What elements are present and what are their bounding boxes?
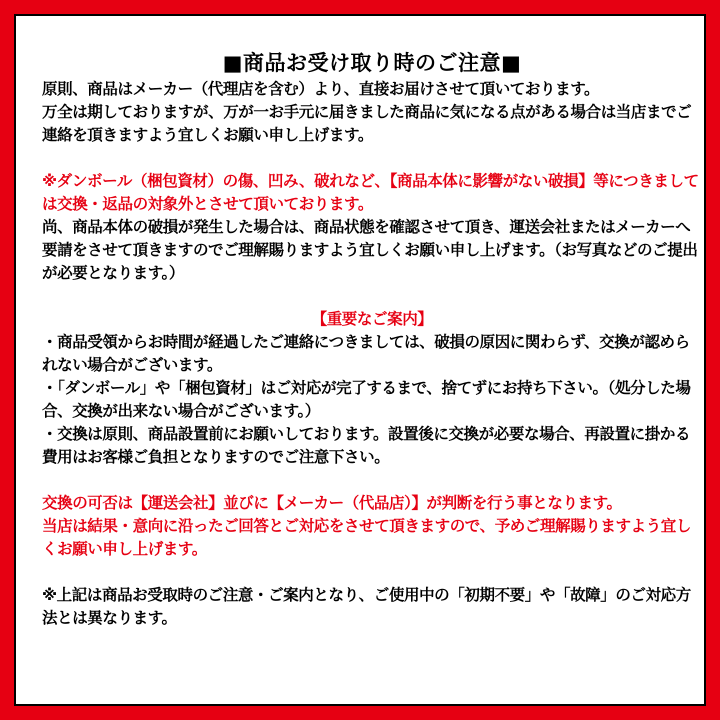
footnote: ※上記は商品お受取時のご注意・ご案内となり、ご使用中の「初期不要」や「故障」のご対応方法とは異なります。 xyxy=(42,586,691,627)
spacer xyxy=(42,285,702,308)
spacer xyxy=(42,561,702,584)
important-bullet-2: ・「ダンボール」や「梱包資材」はご対応が完了するまで、捨てずにお持ち下さい。（処分した場合、交換が出来ない場合がございます。） xyxy=(42,379,691,420)
important-bullet-1: ・商品受領からお時間が経過したご連絡につきましては、破損の原因に関わらず、交換が認められない場合がございます。 xyxy=(42,333,690,374)
store-response-notice: 当店は結果・意向に沿ったご回答とご対応をさせて頂きますので、予めご理解賜りますよう宜しくお願い申し上げます。 xyxy=(42,517,691,558)
page-title: ■商品お受け取り時のご注意■ xyxy=(222,51,522,75)
damage-procedure-paragraph: 尚、商品本体の破損が発生した場合は、商品状態を確認させて頂き、運送会社またはメーカーへ要請をさせて頂きますのでご理解賜りますよう宜しくお願い申し上げます。（お写真などのご提出が必要となります。） xyxy=(42,218,698,282)
notice-content xyxy=(42,48,702,630)
exchange-judgement-notice: 交換の可否は【運送会社】並びに【メーカー（代品店）】が判断を行う事となります。 xyxy=(42,494,622,512)
spacer xyxy=(42,469,702,492)
important-bullet-3: ・交換は原則、商品設置前にお願いしております。設置後に交換が必要な場合、再設置に掛かる費用はお客様ご負担となりますのでご注意下さい。 xyxy=(42,425,691,466)
damage-exclusion-notice: ※ダンボール（梱包資材）の傷、凹み、破れなど、【商品本体に影響がない破損】等につきましては交換・返品の対象外とさせて頂いております。 xyxy=(42,172,699,213)
spacer xyxy=(42,147,702,170)
important-heading: 【重要なご案内】 xyxy=(311,310,433,328)
intro-paragraph-2: 万全は期しておりますが、万が一お手元に届きました商品に気になる点がある場合は当店までご連絡を頂きますよう宜しくお願い申し上げます。 xyxy=(42,103,692,144)
intro-paragraph-1: 原則、商品はメーカー（代理店を含む）より、直接お届けさせて頂いております。 xyxy=(42,80,600,98)
